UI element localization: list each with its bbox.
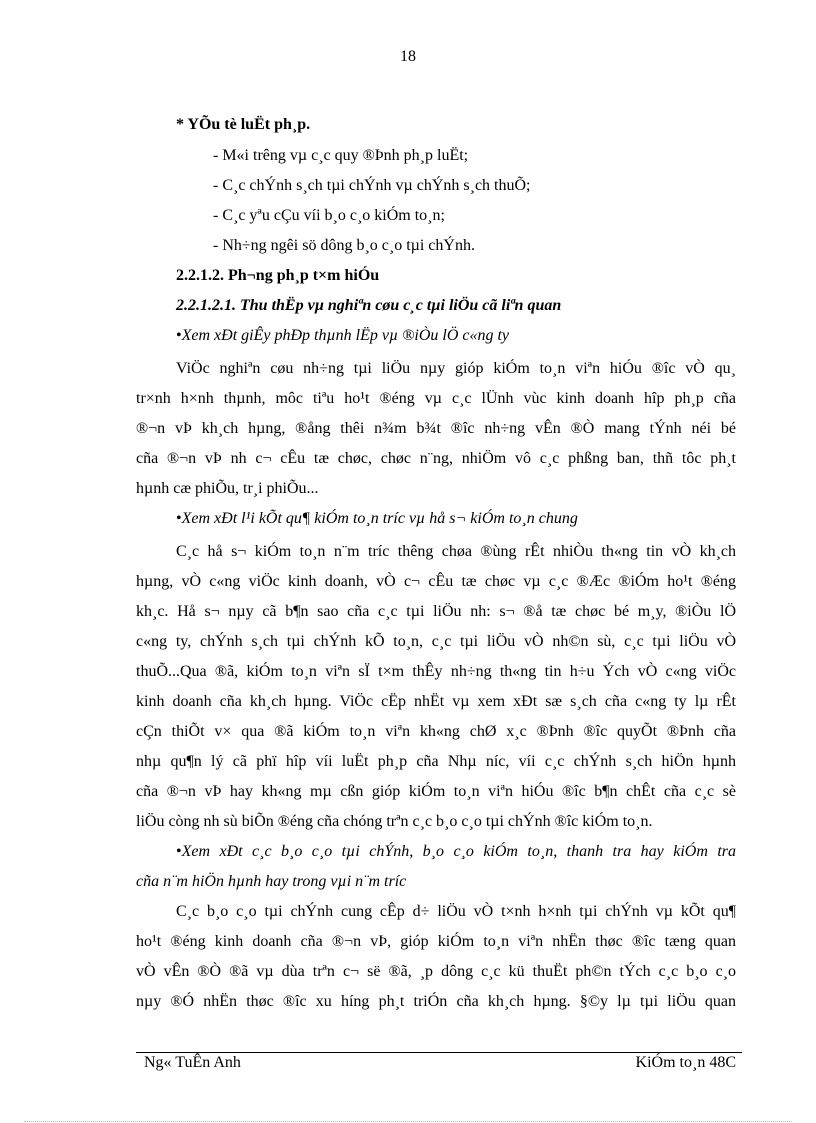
paragraph-line: cña ®¬n vÞ nh c¬ cÊu tæ chøc, chøc n¨ng, nhiÖm vô c¸c phßng ban, thñ tôc ph¸t (136, 450, 736, 467)
bullet-icon: • (176, 510, 182, 527)
section-heading: 2.2.1.2. Ph¬ng ph¸p t×m hiÓu (176, 267, 380, 284)
bullet-title-cont: cña n¨m hiÖn hµnh hay trong vµi n¨m tríc (136, 873, 407, 890)
paragraph-line: cÇn thiÕt v× qua ®ã kiÓm to¸n viªn kh«ng chØ x¸c ®Þnh ®îc quyÕt ®Þnh cña (136, 723, 736, 740)
bullet-title-text: Xem xÐt l¹i kÕt qu¶ kiÓm to¸n tríc vµ hå s¬ kiÓm to¸n chung (181, 510, 578, 527)
footer-class: KiÓm to¸n 48C (635, 1054, 736, 1071)
paragraph-line: kh¸c. Hå s¬ nµy cã b¶n sao cña c¸c tµi liÖu nh: s¬ ®å tæ chøc bé m¸y, ®iÒu lÖ (136, 603, 736, 620)
paragraph-line: c«ng ty, chÝnh s¸ch tµi chÝnh kÕ to¸n, c¸c tµi liÖu vÒ nh©n sù, c¸c tµi liÖu vÒ (136, 633, 736, 650)
paragraph-line: ho¹t ®éng kinh doanh cña ®¬n vÞ, gióp kiÓm to¸n viªn nhËn thøc ®îc tæng quan (136, 933, 736, 950)
bullet-icon: • (176, 327, 182, 344)
paragraph-line: hµnh cæ phiÕu, tr¸i phiÕu... (136, 480, 319, 497)
paragraph-line: ®¬n vÞ kh¸ch hµng, ®ång thêi n¾m b¾t ®îc nh÷ng vÊn ®Ò mang tÝnh néi bé (136, 420, 736, 437)
footer-rule (136, 1052, 742, 1053)
bullet-title-text: Xem xÐt c¸c b¸o c¸o tµi chÝnh, b¸o c¸o kiÓm to¸n, thanh tra hay kiÓm tra (181, 843, 736, 860)
section-heading: * YÕu tè luËt ph¸p. (176, 116, 311, 133)
paragraph-line: cña ®¬n vÞ hay kh«ng mµ cßn gióp kiÓm to¸n viªn hiÓu ®îc b¶n chÊt cña c¸c sè (136, 783, 736, 800)
paragraph-line: ViÖc nghiªn cøu nh÷ng tµi liÖu nµy gióp kiÓm to¸n viªn hiÓu ®îc vÒ qu¸ (176, 360, 736, 377)
bullet-icon: • (176, 843, 182, 860)
paragraph-line: C¸c hå s¬ kiÓm to¸n n¨m tríc thêng chøa ®ùng rÊt nhiÒu th«ng tin vÒ kh¸ch (176, 543, 736, 560)
paragraph-line: tr×nh h×nh thµnh, môc tiªu ho¹t ®éng vµ c¸c lÜnh vùc kinh doanh hîp ph¸p cña (136, 390, 736, 407)
page-edge-divider (24, 1121, 792, 1122)
paragraph-line: liÖu còng nh sù biÕn ®éng cña chóng trªn c¸c b¸o c¸o tµi chÝnh ®îc kiÓm to¸n. (136, 813, 653, 830)
list-item: - C¸c yªu cÇu víi b¸o c¸o kiÓm to¸n; (213, 207, 445, 224)
paragraph-line: nhµ qu¶n lý cã phï hîp víi luËt ph¸p cña Nhµ níc, víi c¸c chÝnh s¸ch hiÖn hµnh (136, 753, 736, 770)
page-number: 18 (400, 48, 416, 65)
paragraph-line: hµng, vÒ c«ng viÖc kinh doanh, vÒ c¬ cÊu tæ chøc vµ c¸c ®Æc ®iÓm ho¹t ®éng (136, 573, 736, 590)
bullet-title (176, 843, 736, 861)
paragraph-line: thuÕ...Qua ®ã, kiÓm to¸n viªn sÏ t×m thÊy nh÷ng th«ng tin h÷u Ých vÒ c«ng viÖc (136, 663, 736, 680)
paragraph-line: nµy ®Ó nhËn thøc ®îc xu híng ph¸t triÓn cña kh¸ch hµng. §©y lµ tµi liÖu quan (136, 993, 736, 1010)
footer-author: Ng« TuÊn Anh (144, 1054, 241, 1071)
bullet-title (176, 510, 578, 528)
list-item: - M«i trêng vµ c¸c quy ®Þnh ph¸p luËt; (213, 147, 469, 164)
list-item: - C¸c chÝnh s¸ch tµi chÝnh vµ chÝnh s¸ch thuÕ; (213, 177, 531, 194)
subsection-heading: 2.2.1.2.1. Thu thËp vµ nghiªn cøu c¸c tµi liÖu cã liªn quan (176, 297, 562, 314)
bullet-title (176, 327, 509, 345)
paragraph-line: C¸c b¸o c¸o tµi chÝnh cung cÊp d÷ liÖu vÒ t×nh h×nh tµi chÝnh vµ kÕt qu¶ (176, 903, 736, 920)
paragraph-line: vÒ vÊn ®Ò ®ã vµ dùa trªn c¬ së ®ã, ¸p dông c¸c kü thuËt ph©n tÝch c¸c b¸o c¸o (136, 963, 736, 980)
paragraph-line: kinh doanh cña kh¸ch hµng. ViÖc cËp nhËt vµ xem xÐt sæ s¸ch cña c«ng ty lµ rÊt (136, 693, 736, 710)
bullet-title-text: Xem xÐt giÊy phÐp thµnh lËp vµ ®iÒu lÖ c«ng ty (181, 327, 510, 344)
list-item: - Nh÷ng ngêi sö dông b¸o c¸o tµi chÝnh. (213, 237, 475, 254)
